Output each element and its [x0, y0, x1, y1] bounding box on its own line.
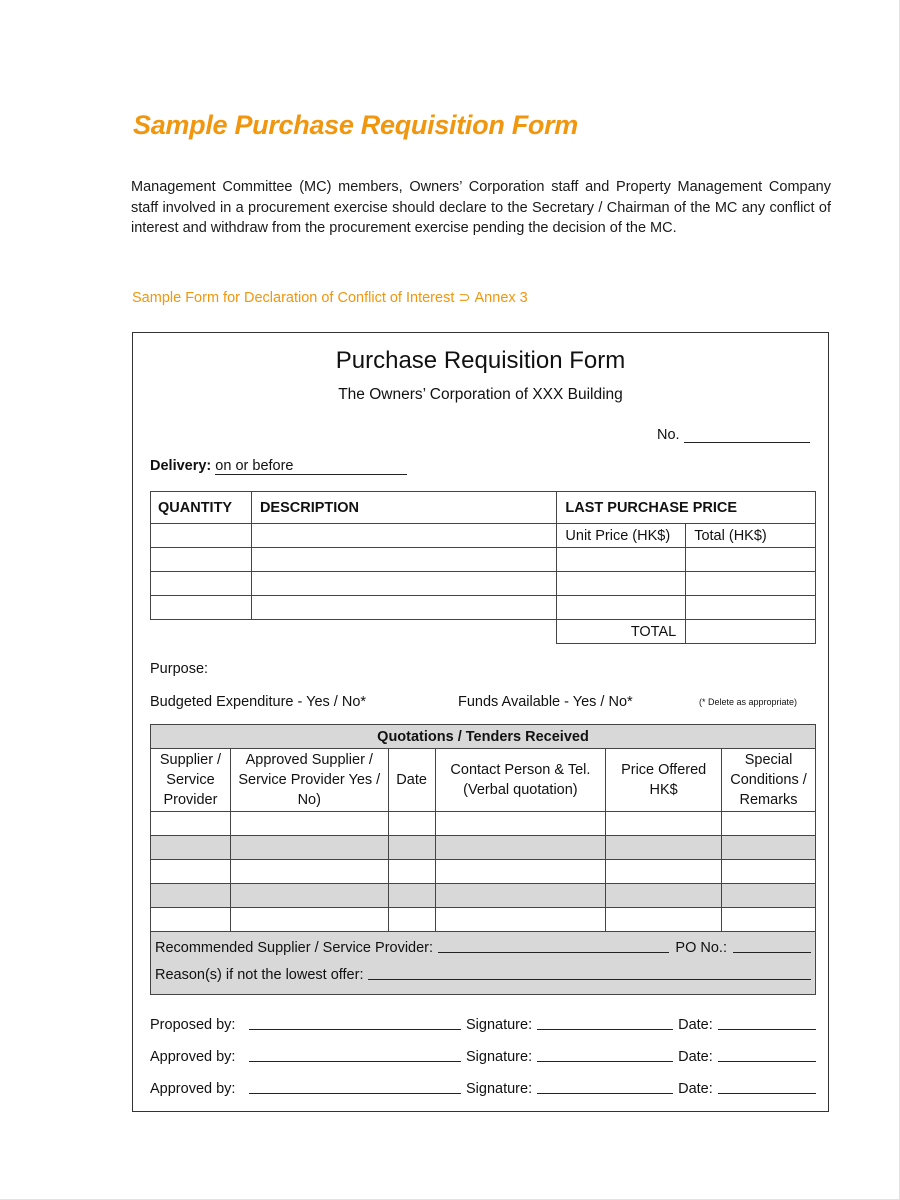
quotation-cell[interactable]	[388, 812, 435, 836]
quantity-cell[interactable]	[151, 596, 252, 620]
total-header: Total (HK$)	[686, 524, 816, 548]
quantity-cell[interactable]	[151, 572, 252, 596]
total-label: TOTAL	[557, 620, 686, 644]
document-title: Sample Purchase Requisition Form	[133, 110, 579, 140]
signoff-role: Approved by:	[150, 1081, 236, 1097]
grand-total-cell[interactable]	[686, 620, 816, 644]
quotation-cell[interactable]	[722, 884, 816, 908]
quantity-cell[interactable]	[151, 548, 252, 572]
purchase-requisition-form	[132, 332, 829, 1112]
quotation-cell[interactable]	[230, 908, 388, 932]
description-cell[interactable]	[251, 596, 556, 620]
quotation-cell[interactable]	[606, 884, 722, 908]
quotation-cell[interactable]	[722, 836, 816, 860]
number-field[interactable]	[657, 427, 810, 443]
date-line[interactable]	[718, 1029, 816, 1030]
date-label: Date:	[678, 1081, 713, 1097]
last-price-header: LAST PURCHASE PRICE	[557, 492, 816, 524]
number-label: No.	[657, 427, 680, 443]
purpose-label: Purpose:	[150, 661, 209, 677]
signature-label: Signature:	[466, 1017, 533, 1033]
signoff-role: Approved by:	[150, 1049, 236, 1065]
signoff-row[interactable]	[150, 1049, 816, 1065]
quotation-cell[interactable]	[151, 908, 231, 932]
role-line[interactable]	[249, 1061, 461, 1062]
date-line[interactable]	[718, 1093, 816, 1094]
total-cell[interactable]	[686, 548, 816, 572]
date-label: Date:	[678, 1049, 713, 1065]
quotation-cell[interactable]	[606, 812, 722, 836]
col-special-header: Special Conditions / Remarks	[722, 749, 816, 812]
funds-label: Funds Available	[458, 694, 561, 710]
total-cell[interactable]	[686, 572, 816, 596]
reason-label: Reason(s) if not the lowest offer:	[155, 967, 364, 983]
po-line[interactable]	[733, 952, 811, 953]
description-cell[interactable]	[251, 524, 556, 548]
signature-line[interactable]	[537, 1061, 673, 1062]
items-table	[150, 491, 816, 644]
quotation-cell[interactable]	[606, 836, 722, 860]
delivery-field[interactable]	[150, 458, 407, 475]
quotation-cell[interactable]	[388, 908, 435, 932]
description-cell[interactable]	[251, 548, 556, 572]
signature-label: Signature:	[466, 1049, 533, 1065]
quotation-cell[interactable]	[435, 860, 606, 884]
quotation-cell[interactable]	[388, 860, 435, 884]
annex-prefix: Sample Form for Declaration of Conflict of Interest	[132, 290, 455, 306]
recommended-line[interactable]	[438, 952, 669, 953]
unit-price-cell[interactable]	[557, 572, 686, 596]
delivery-value: on or before	[215, 458, 294, 474]
quantity-header: QUANTITY	[151, 492, 252, 524]
delivery-line[interactable]	[215, 458, 407, 475]
signoff-row[interactable]	[150, 1081, 816, 1097]
po-label: PO No.:	[675, 940, 727, 956]
quotation-cell[interactable]	[388, 884, 435, 908]
quotation-cell[interactable]	[435, 812, 606, 836]
form-subtitle: The Owners’ Corporation of XXX Building	[338, 386, 623, 403]
annex-label: Annex 3	[474, 290, 528, 306]
signoff-role: Proposed by:	[150, 1017, 236, 1033]
quotation-cell[interactable]	[435, 884, 606, 908]
col-contact-header: Contact Person & Tel. (Verbal quotation)	[435, 749, 606, 812]
quotation-cell[interactable]	[151, 860, 231, 884]
date-label: Date:	[678, 1017, 713, 1033]
description-header: DESCRIPTION	[251, 492, 556, 524]
quotation-cell[interactable]	[722, 812, 816, 836]
funds-options[interactable]: - Yes / No*	[564, 694, 633, 710]
purpose-field[interactable]	[150, 661, 208, 677]
delivery-label: Delivery:	[150, 458, 212, 474]
quotation-cell[interactable]	[151, 836, 231, 860]
intro-paragraph: Management Committee (MC) members, Owners’ Corporation staff and Property Management Company staff involved in a procurement exercise should declare to the Secretary / Chairman of the MC any conflict of interest and withdraw from the procurement exercise pending the decision of the MC.	[131, 179, 831, 236]
budgeted-options[interactable]: - Yes / No*	[297, 694, 367, 710]
funds-available[interactable]	[458, 694, 633, 710]
role-line[interactable]	[249, 1093, 461, 1094]
quotation-cell[interactable]	[606, 908, 722, 932]
form-title: Purchase Requisition Form	[335, 347, 626, 374]
quotations-table	[150, 724, 816, 995]
quotation-cell[interactable]	[722, 860, 816, 884]
reason-row[interactable]	[155, 967, 811, 983]
number-line[interactable]	[684, 428, 810, 443]
annex-arrow-icon: ⊃	[458, 290, 471, 306]
quotation-cell[interactable]	[230, 860, 388, 884]
col-price-header: Price Offered HK$	[606, 749, 722, 812]
quotation-cell[interactable]	[722, 908, 816, 932]
col-approved-header: Approved Supplier / Service Provider Yes / No)	[230, 749, 388, 812]
recommended-label: Recommended Supplier / Service Provider:	[155, 940, 434, 956]
delete-note: (* Delete as appropriate)	[699, 697, 798, 707]
description-cell[interactable]	[251, 572, 556, 596]
role-line[interactable]	[249, 1029, 461, 1030]
quotations-header: Quotations / Tenders Received	[151, 725, 816, 749]
quotation-cell[interactable]	[435, 836, 606, 860]
quotation-cell[interactable]	[606, 860, 722, 884]
col-date-header: Date	[388, 749, 435, 812]
col-supplier-header: Supplier / Service Provider	[151, 749, 231, 812]
total-cell[interactable]	[686, 596, 816, 620]
signoff-row[interactable]	[150, 1017, 816, 1033]
recommendation-block	[151, 932, 816, 995]
date-line[interactable]	[718, 1061, 816, 1062]
quotation-cell[interactable]	[230, 884, 388, 908]
unit-price-cell[interactable]	[557, 548, 686, 572]
quotation-cell[interactable]	[435, 908, 606, 932]
signature-line[interactable]	[537, 1093, 673, 1094]
signature-label: Signature:	[466, 1081, 533, 1097]
quotation-cell[interactable]	[151, 884, 231, 908]
quotation-cell[interactable]	[230, 836, 388, 860]
reason-line[interactable]	[368, 979, 811, 980]
quotation-cell[interactable]	[151, 812, 231, 836]
budgeted-expenditure[interactable]	[150, 694, 366, 710]
recommended-row[interactable]	[155, 940, 811, 956]
unit-price-header: Unit Price (HK$)	[557, 524, 686, 548]
signature-line[interactable]	[537, 1029, 673, 1030]
unit-price-cell[interactable]	[557, 596, 686, 620]
quantity-cell[interactable]	[151, 524, 252, 548]
quotation-cell[interactable]	[388, 836, 435, 860]
budgeted-label: Budgeted Expenditure	[150, 694, 294, 710]
quotation-cell[interactable]	[230, 812, 388, 836]
annex-reference	[132, 290, 528, 306]
